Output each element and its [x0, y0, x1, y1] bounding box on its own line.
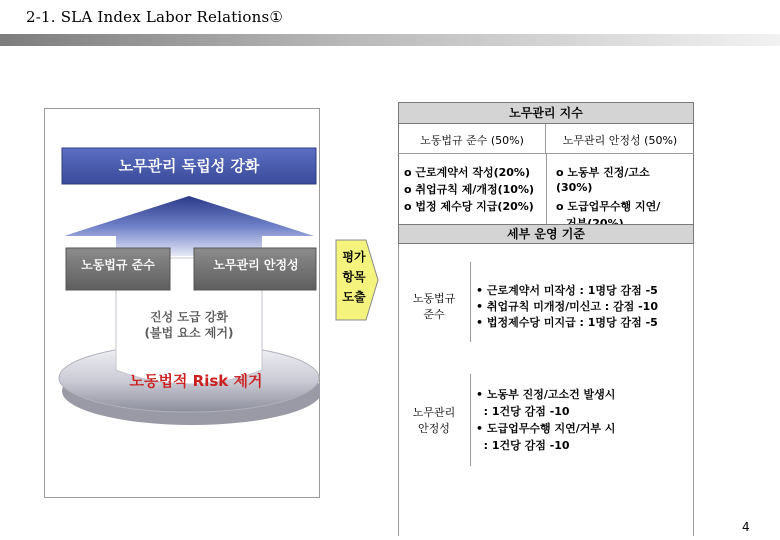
col1-header: 노동법규 준수 (50%): [420, 134, 524, 147]
col1-item-3: o 법정 제수당 지급(20%): [404, 200, 534, 213]
row1-label-1: 노동법규: [412, 292, 456, 305]
row2-item-2: : 1건당 감점 -10: [476, 405, 570, 418]
center-line1: 진성 도급 강화: [150, 310, 228, 324]
bottom-label: 노동법적 Risk 제거: [129, 372, 263, 390]
row1-item-2: • 취업규칙 미개정/미신고 : 감점 -10: [476, 300, 658, 313]
left-pillar-label: 노동법규 준수: [81, 258, 155, 272]
col-divider: [546, 154, 547, 234]
arrow-text-1: 평가: [342, 250, 366, 264]
row1-label-2: 준수: [423, 308, 445, 321]
slide-title: 2-1. SLA Index Labor Relations①: [26, 8, 284, 26]
row2-item-4: : 1건당 감점 -10: [476, 439, 570, 452]
top-label: 노무관리 독립성 강화: [118, 157, 260, 175]
row2-label-2: 안정성: [418, 422, 450, 435]
col2-item-1: o 노동부 진정/고소: [556, 166, 650, 179]
arrow-text-2: 항목: [342, 270, 366, 284]
up-arrow-shape: [64, 196, 314, 256]
criteria-title: 세부 운영 기준: [398, 224, 694, 244]
center-line2: (불법 요소 제거): [144, 326, 234, 340]
row1-item-1: • 근로계약서 미작성 : 1명당 감점 -5: [476, 284, 658, 297]
row1-item-3: • 법정제수당 미지급 : 1명당 감점 -5: [476, 316, 658, 329]
row2-item-1: • 노동부 진정/고소건 발생시: [476, 388, 616, 401]
col1-item-1: o 근로계약서 작성(20%): [404, 166, 530, 179]
arrow-text-3: 도출: [342, 290, 366, 304]
row1-divider: [470, 262, 471, 342]
col2-item-3: o 도급업무수행 지연/: [556, 200, 661, 213]
col1-item-2: o 취업규칙 제/개정(10%): [404, 183, 534, 196]
row2-label-1: 노무관리: [412, 406, 456, 419]
page-number: 4: [742, 520, 750, 534]
right-pillar-label: 노무관리 안정성: [213, 258, 299, 272]
col2-item-2: (30%): [556, 181, 593, 194]
row2-item-3: • 도급업무수행 지연/거부 시: [476, 422, 616, 435]
index-title: 노무관리 지수: [398, 102, 694, 124]
col2-header: 노무관리 안정성 (50%): [562, 134, 678, 147]
row2-divider: [470, 374, 471, 466]
title-gradient-bar: [0, 34, 780, 46]
